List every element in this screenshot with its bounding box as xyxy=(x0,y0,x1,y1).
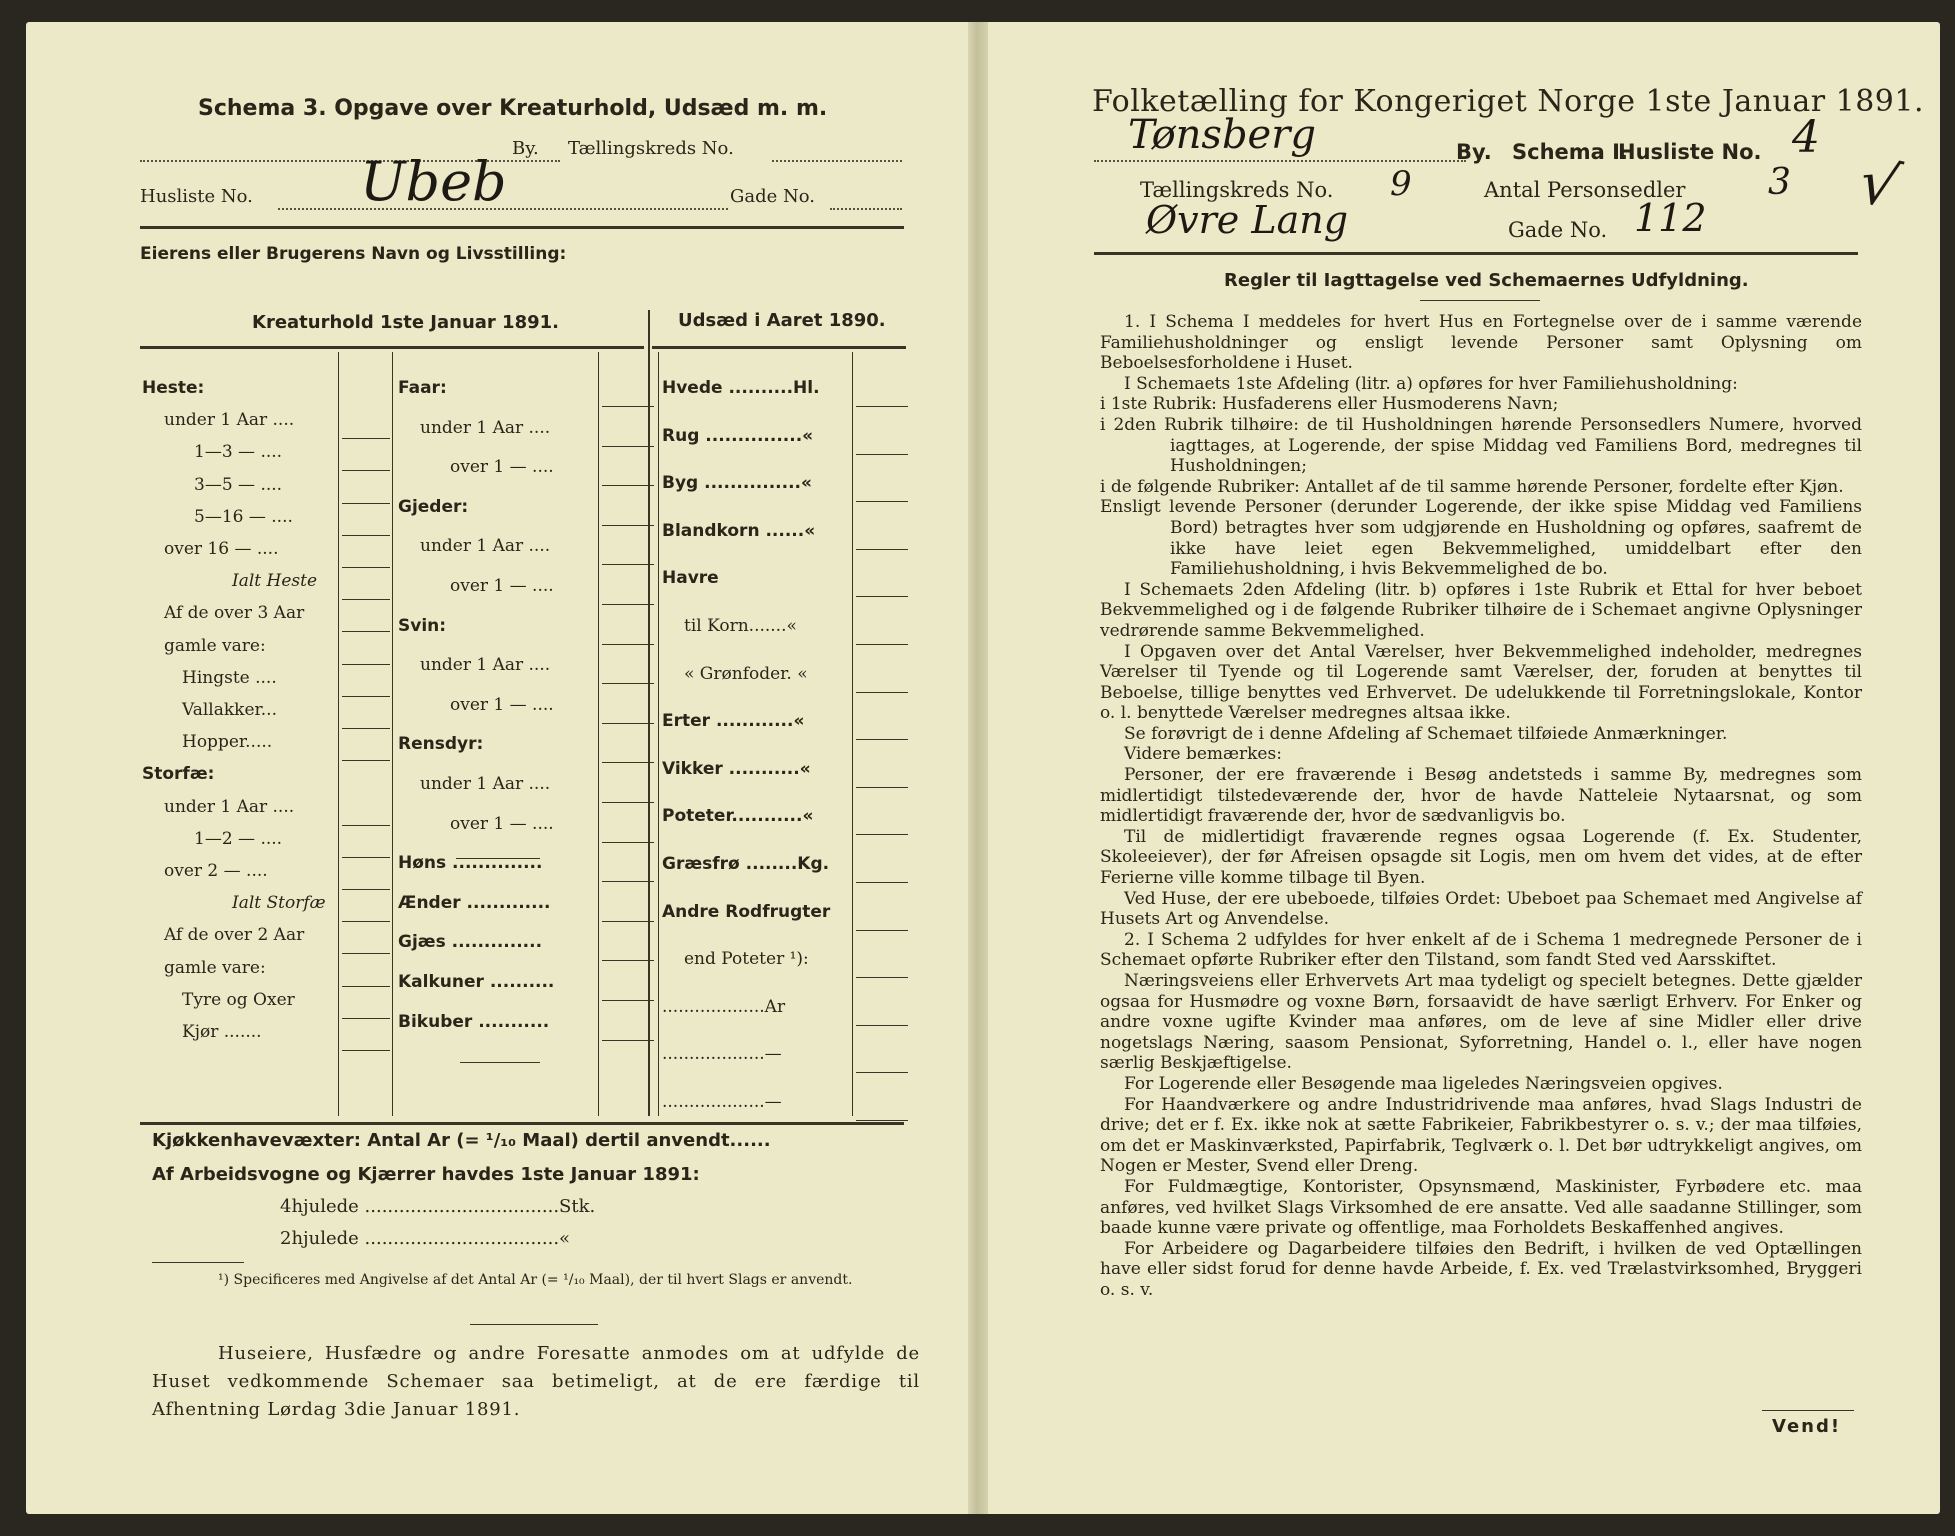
rule-paragraph: Ensligt levende Personer (derunder Logerende, der ikke spise Middag ved Familiens Bord) betragtes hver som udgjørende en Husholdning og opføres, saafremt de ikke have leiet egen Bekvemmelighed, umiddelbart efter den Familiehusholdning, i hvis Bekvemmelighed de bo. xyxy=(1100,497,1862,580)
col3-row: til Korn.......« xyxy=(684,616,797,636)
rules-title-rule xyxy=(1420,300,1540,301)
col1-line-a xyxy=(338,352,339,1116)
kjokken-text xyxy=(152,1130,771,1151)
col1-row: Heste: xyxy=(142,378,205,398)
kreds-handwriting: 9 xyxy=(1390,164,1412,204)
vend-rule xyxy=(1762,1410,1854,1411)
col2-entry-line xyxy=(602,406,654,407)
col3-row: Blandkorn ......« xyxy=(662,520,816,541)
col1-entry-line xyxy=(342,438,390,439)
col1-entry-line xyxy=(342,567,390,568)
rule-paragraph: i 1ste Rubrik: Husfaderens eller Husmoderens Navn; xyxy=(1100,394,1559,415)
husliste-dotline xyxy=(278,208,728,210)
right-by-label: By. xyxy=(1456,140,1492,164)
col1-entry-line xyxy=(342,921,390,922)
arbeidsvogne-label: Af Arbeidsvogne og Kjærrer havdes 1ste Januar 1891: xyxy=(152,1164,700,1185)
personsedler-label: Antal Personsedler xyxy=(1484,178,1686,202)
col1-row: 1—2 — .... xyxy=(194,828,283,849)
col2-entry-line xyxy=(602,604,654,605)
rule-paragraph: Ved Huse, der ere ubeboede, tilføies Ordet: Ubeboet paa Schemaet med Angivelse af Husets Art og Anvendelse. xyxy=(1100,888,1862,930)
col2-row: under 1 Aar .... xyxy=(420,417,551,438)
col1-row: over 2 — .... xyxy=(164,861,268,881)
col3-entry-line xyxy=(856,1120,908,1121)
right-husliste-label: Husliste No. xyxy=(1618,140,1762,164)
col2-entry-line xyxy=(602,802,654,803)
rule-paragraph: For Haandværkere og andre Industridrivende maa anføres, hvad Slags Industri de drive; det er f. Ex. ikke nok at sætte Fabrikeier, Fabrikbestyrer o. s. v.; der maa tilføies, om det er Maskinværksted, Papirfabrik, Teglværk o. l. Det bør udtrykkeligt angives, om Nogen er Mester, Svend eller Dreng. xyxy=(1100,1094,1862,1177)
col3-line-a xyxy=(658,352,659,1116)
personsedler-handwriting: 3 xyxy=(1768,162,1791,203)
col1-entry-line xyxy=(342,599,390,600)
gade-handwriting: Øvre Lang xyxy=(1146,198,1349,242)
right-gade-label: Gade No. xyxy=(1508,218,1608,242)
rule-paragraph: 1. I Schema I meddeles for hvert Hus en Fortegnelse over de i samme værende Familiehusholdninger og ensligt levende Personer samt Oplysning om Beboelsesforholdene i Huset. xyxy=(1100,312,1862,374)
col2-row: Kalkuner .......... xyxy=(398,972,555,992)
kreds-label: Tællingskreds No. xyxy=(568,138,734,159)
col3-row: ...................— xyxy=(662,1092,782,1112)
udsaed-header: Udsæd i Aaret 1890. xyxy=(678,310,886,331)
col2-row: Rensdyr: xyxy=(398,734,484,755)
col2-row: Faar: xyxy=(398,378,447,398)
col3-row: ...................Ar xyxy=(662,996,786,1017)
col1-entry-line xyxy=(342,857,390,858)
col2-row: over 1 — .... xyxy=(450,813,554,834)
col1-row: Vallakker... xyxy=(182,700,277,720)
col2-entry-line xyxy=(602,921,654,922)
rule-paragraph: I Schemaets 2den Afdeling (litr. b) opføres i 1ste Rubrik et Ettal for hver beboet Bekvemmelighed og i de følgende Rubriker tilhøire de i Schemaet angivne Oplysninger vedrørende samme Bekvemmelighed. xyxy=(1100,579,1862,641)
col3-entry-line xyxy=(856,692,908,693)
closing-rule xyxy=(470,1324,598,1325)
col3-entry-line xyxy=(856,501,908,502)
gade-no-handwriting: 112 xyxy=(1634,196,1707,240)
col1-entry-line xyxy=(342,696,390,697)
rule-paragraph: For Fuldmægtige, Kontorister, Opsynsmænd, Maskinister, Fyrbødere etc. maa anføres, ved hvilket Slags Virksomhed de ere ansatte. Ved alle saadanne Stillinger, som baade kunne være private og offentlige, maa Forholdets Beskaffenhed angives. xyxy=(1100,1176,1862,1239)
col3-entry-line xyxy=(856,977,908,978)
col3-entry-line xyxy=(856,406,908,407)
vend-label: Vend! xyxy=(1772,1416,1842,1437)
kjokken-line: Kjøkkenhavevæxter: Antal Ar (= ¹/₁₀ Maal) dertil anvendt...... xyxy=(152,1130,771,1151)
col2-entry-line xyxy=(602,683,654,684)
rule-paragraph: For Logerende eller Besøgende maa ligeledes Næringsveien opgives. xyxy=(1124,1073,1723,1094)
col3-entry-line xyxy=(856,882,908,883)
footnote-rule xyxy=(152,1262,244,1263)
check-mark: √ xyxy=(1852,146,1907,224)
col1-row: Kjør ....... xyxy=(182,1022,262,1042)
footnote: ¹) Specificeres med Angivelse af det Antal Ar (= ¹/₁₀ Maal), der til hvert Slags er anvendt. xyxy=(218,1272,853,1288)
col1-row: 3—5 — .... xyxy=(194,474,283,495)
table-top-rule-2 xyxy=(652,346,906,349)
col1-entry-line xyxy=(342,503,390,504)
left-title: Schema 3. Opgave over Kreaturhold, Udsæd m. m. xyxy=(198,96,828,121)
right-header-rule xyxy=(1094,252,1858,255)
col2-short-rule-2 xyxy=(460,1062,540,1063)
col3-entry-line xyxy=(856,454,908,455)
rule-paragraph: I Opgaven over det Antal Værelser, hver Bekvemmelighed indeholder, medregnes Værelser til Tyende og til Logerende samt Værelser, der, foruden at benyttes til Beboelse, tillige benyttes ved Erhvervet. De udelukkende til Forretningslokale, Kontor o. l. benyttede Værelser medregnes altsaa ikke. xyxy=(1100,641,1862,724)
col1-entry-line xyxy=(342,760,390,761)
col2-entry-line xyxy=(602,525,654,526)
col1-entry-line xyxy=(342,631,390,632)
col2-row: over 1 — .... xyxy=(450,576,554,596)
right-kreds-label: Tællingskreds No. xyxy=(1140,178,1334,202)
col1-row: Hingste .... xyxy=(182,667,277,688)
gade-dotline xyxy=(830,208,902,210)
header-rule xyxy=(140,226,904,229)
schema-label: Schema I. xyxy=(1512,140,1628,164)
hjul2-line: 2hjulede ..................................« xyxy=(280,1228,571,1249)
col3-entry-line xyxy=(856,596,908,597)
table-bottom-rule xyxy=(140,1122,904,1125)
rule-paragraph: I Schemaets 1ste Afdeling (litr. a) opføres for hver Familiehusholdning: xyxy=(1124,373,1738,394)
col1-row: gamle vare: xyxy=(164,957,266,978)
col2-row: Gjeder: xyxy=(398,496,469,517)
gade-label: Gade No. xyxy=(730,186,815,207)
col1-row: over 16 — .... xyxy=(164,539,279,559)
table-top-rule xyxy=(140,346,644,349)
col3-row: end Poteter ¹): xyxy=(684,949,809,970)
col1-entry-line xyxy=(342,535,390,536)
col3-row: Erter ............« xyxy=(662,711,805,732)
col3-entry-line xyxy=(856,930,908,931)
col2-entry-line xyxy=(602,1040,654,1041)
col1-row: under 1 Aar .... xyxy=(164,796,295,817)
eier-label: Eierens eller Brugerens Navn og Livsstilling: xyxy=(140,244,567,264)
col2-row: Ænder ............. xyxy=(398,892,551,913)
rule-paragraph: Videre bemærkes: xyxy=(1124,744,1282,765)
right-husliste-handwriting: 4 xyxy=(1792,112,1820,163)
page-gutter xyxy=(968,22,988,1514)
col3-row: Andre Rodfrugter xyxy=(662,901,831,922)
rule-paragraph: Til de midlertidigt fraværende regnes ogsaa Logerende (f. Ex. Studenter, Skoleeiever), der før Afreisen opsagde sit Logis, men om hvem det vides, at de efter Ferierne ville komme tilbage til Byen. xyxy=(1100,826,1862,889)
col3-row: Græsfrø ........Kg. xyxy=(662,854,830,874)
col3-row: Vikker ...........« xyxy=(662,758,811,779)
col2-row: over 1 — .... xyxy=(450,694,554,715)
col2-row: under 1 Aar .... xyxy=(420,655,551,676)
col1-row: Ialt Storfæ xyxy=(232,893,326,914)
by-right-dotline xyxy=(1094,160,1466,162)
rules-title: Regler til Iagttagelse ved Schemaernes Udfyldning. xyxy=(1224,270,1749,291)
col1-row: Ialt Heste xyxy=(232,571,318,592)
col2-entry-line xyxy=(602,881,654,882)
col2-entry-line xyxy=(602,1000,654,1001)
col3-row: « Grønfoder. « xyxy=(684,663,808,684)
col2-row: under 1 Aar .... xyxy=(420,774,551,794)
col3-row: Poteter...........« xyxy=(662,806,814,827)
rule-paragraph: i 2den Rubrik tilhøire: de til Husholdningen hørende Personsedlers Numere, hvorved iagttages, at Logerende, der spise Middag ved Familiens Bord, medregnes til Husholdningen; xyxy=(1100,414,1862,477)
col2-row: Gjæs .............. xyxy=(398,932,543,953)
by-handwriting: Tønsberg xyxy=(1128,112,1316,158)
right-title: Folketælling for Kongeriget Norge 1ste Januar 1891. xyxy=(1092,84,1925,119)
rule-paragraph: Se forøvrigt de i denne Afdeling af Schemaet tilføiede Anmærkninger. xyxy=(1124,723,1728,744)
col1-row: Af de over 3 Aar xyxy=(164,603,305,624)
col1-row: under 1 Aar .... xyxy=(164,410,295,431)
col2-short-rule xyxy=(456,858,540,859)
col3-entry-line xyxy=(856,644,908,645)
col3-entry-line xyxy=(856,739,908,740)
col1-entry-line xyxy=(342,1018,390,1019)
col1-entry-line xyxy=(342,728,390,729)
col3-entry-line xyxy=(856,1025,908,1026)
rule-paragraph: Næringsveiens eller Erhvervets Art maa tydeligt og specielt betegnes. Dette gjælder ogsaa for Husmødre og voxne Børn, forsaavidt de have særligt Erhverv. For Enker og andre voxne ugifte Kvinder maa anføres, om de leve af sine Midler eller drive nogetslags Næring, saasom Pensionat, Syforretning, Handel o. l., eller have nogen særlig Beskjæftigelse. xyxy=(1100,971,1862,1074)
col1-row: Af de over 2 Aar xyxy=(164,925,305,946)
col1-entry-line xyxy=(342,986,390,987)
col3-row: Rug ...............« xyxy=(662,425,814,446)
col3-row: Havre xyxy=(662,568,719,589)
col2-entry-line xyxy=(602,960,654,961)
col1-line-b xyxy=(392,352,393,1116)
husliste-handwriting: Ubeb xyxy=(360,150,507,213)
col1-row: 1—3 — .... xyxy=(194,442,283,463)
rule-paragraph: i de følgende Rubriker: Antallet af de til samme hørende Personer, fordelte efter Kjøn. xyxy=(1100,476,1844,497)
col1-entry-line xyxy=(342,664,390,665)
kreds-dotline xyxy=(772,160,902,162)
col2-entry-line xyxy=(602,485,654,486)
col3-row: Hvede ..........Hl. xyxy=(662,378,820,398)
col1-entry-line xyxy=(342,953,390,954)
rule-paragraph: For Arbeidere og Dagarbeidere tilføies den Bedrift, i hvilken de ved Optællingen have eller sidst forud for denne havde Arbeide, f. Ex. ved Trælastvirksomhed, Bryggeri o. s. v. xyxy=(1100,1238,1862,1300)
col1-row: Storfæ: xyxy=(142,764,215,785)
hjul4-line: 4hjulede ..................................Stk. xyxy=(280,1196,596,1217)
col1-entry-line xyxy=(342,470,390,471)
husliste-label: Husliste No. xyxy=(140,186,253,207)
col3-entry-line xyxy=(856,549,908,550)
by-label: By. xyxy=(512,138,539,159)
kreaturhold-header: Kreaturhold 1ste Januar 1891. xyxy=(252,312,559,333)
table-divider xyxy=(648,310,650,1116)
col1-row: Hopper..... xyxy=(182,732,273,753)
col2-row: over 1 — .... xyxy=(450,457,554,478)
col1-entry-line xyxy=(342,1050,390,1051)
col2-entry-line xyxy=(602,762,654,763)
col2-entry-line xyxy=(602,564,654,565)
col2-line xyxy=(598,352,599,1116)
col3-row: Byg ...............« xyxy=(662,473,812,494)
col3-row: ...................— xyxy=(662,1044,782,1065)
col2-entry-line xyxy=(602,644,654,645)
closing-text: Huseiere, Husfædre og andre Foresatte anmodes om at udfylde de Huset vedkommende Schemaer saa betimeligt, at de ere færdige til Afhentning Lørdag 3die Januar 1891. xyxy=(152,1343,920,1420)
col2-entry-line xyxy=(602,446,654,447)
col1-entry-line xyxy=(342,825,390,826)
rule-paragraph: 2. I Schema 2 udfyldes for hver enkelt af de i Schema 1 medregnede Personer de i Schemaet opførte Rubriker efter den Tilstand, som fandt Sted ved Aarsskiftet. xyxy=(1100,929,1862,971)
col1-row: Tyre og Oxer xyxy=(182,989,295,1010)
col2-row: under 1 Aar .... xyxy=(420,536,551,557)
col2-row: Høns .............. xyxy=(398,853,543,874)
rules-text xyxy=(1100,312,1862,1301)
col2-entry-line xyxy=(602,842,654,843)
col2-row: Svin: xyxy=(398,615,447,636)
col3-entry-line xyxy=(856,834,908,835)
col1-row: gamle vare: xyxy=(164,635,266,656)
rule-paragraph: Personer, der ere fraværende i Besøg andetsteds i samme By, medregnes som midlertidigt tilstedeværende der, hvor de havde Natteleie Nytaarsnat, og som midlertidigt fraværende der, hvor de sædvanligvis bo. xyxy=(1100,765,1862,827)
col2-entry-line xyxy=(602,723,654,724)
col3-line-b xyxy=(852,352,853,1116)
col3-entry-line xyxy=(856,787,908,788)
col2-row: Bikuber ........... xyxy=(398,1011,550,1032)
col3-entry-line xyxy=(856,1072,908,1073)
col1-row: 5—16 — .... xyxy=(194,506,293,527)
col1-entry-line xyxy=(342,889,390,890)
